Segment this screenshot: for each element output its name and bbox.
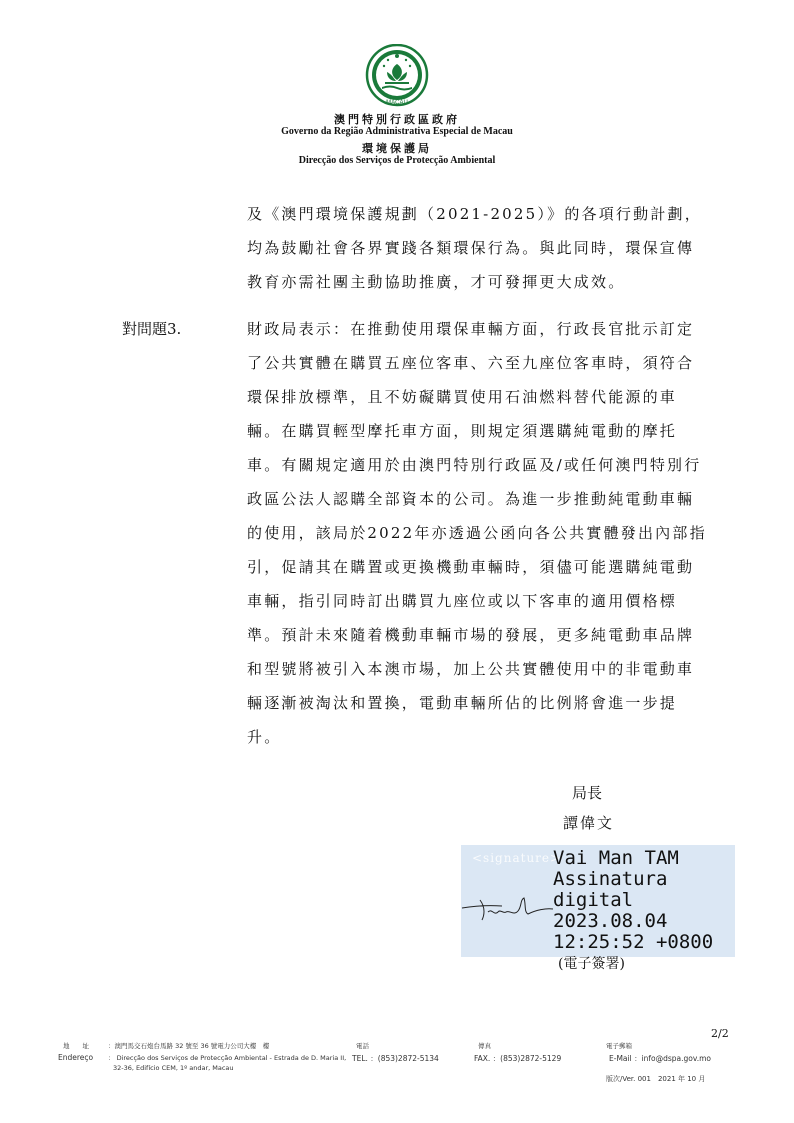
email-link[interactable]: E-Mail ：info@dspa.gov.mo <box>609 1054 712 1063</box>
address-pt-line2: 32-36, Edifício CEM, 1º andar, Macau <box>113 1064 234 1072</box>
text-line: 準。預計未來隨着機動車輛市場的發展，更多純電動車品牌 <box>247 626 695 644</box>
digital-signature-text: Vai Man TAM Assinatura digital 2023.08.04 12:25:52 +0800 <box>553 847 714 953</box>
text-line: 政區公法人認購全部資本的公司。為進一步推動純電動車輛 <box>247 490 695 508</box>
text-line: 的使用，該局於2022年亦透過公函向各公共實體發出內部指 <box>247 524 707 542</box>
dept-name-zh: 環境保護局 <box>362 143 432 155</box>
continuation-paragraph <box>247 197 740 299</box>
macau-emblem-icon <box>360 44 434 110</box>
text-line: 引，促請其在購置或更換機動車輛時，須儘可能選購純電動 <box>247 558 695 576</box>
email-label-zh: 電子郵箱 <box>606 1042 632 1050</box>
answer-paragraph <box>247 312 740 754</box>
version-info: 版次/Ver. 001 2021 年 10 月 <box>606 1075 706 1083</box>
signatory-title: 局長 <box>572 784 603 802</box>
text-line: 環保排放標準，且不妨礙購買使用石油燃料替代能源的車 <box>247 388 678 406</box>
address-pt-line1: ： Direcção dos Serviços de Protecção Ambiental - Estrada de D. Maria II, <box>108 1054 347 1062</box>
electronic-signature-label: (電子簽署) <box>558 956 625 972</box>
dept-name-pt: Direcção dos Serviços de Protecção Ambiental <box>298 155 496 166</box>
text-line: 了公共實體在購買五座位客車、六至九座位客車時，須符合 <box>247 354 695 372</box>
signature-watermark: <signature> <box>472 851 562 865</box>
text-line: 升。 <box>247 728 282 746</box>
question-label: 對問題3. <box>122 320 182 338</box>
address-label-zh: 地 址 <box>63 1042 89 1050</box>
text-line: 輛逐漸被淘汰和置換，電動車輛所佔的比例將會進一步提 <box>247 694 678 712</box>
org-name-pt: Governo da Região Administrativa Especial de Macau <box>281 126 513 137</box>
text-line: 教育亦需社團主動協助推廣，才可發揮更大成效。 <box>247 273 626 291</box>
signatory-name: 譚偉文 <box>563 814 615 832</box>
address-zh: ：澳門馬交石炮台馬路 32 號至 36 號電力公司大樓 樓 <box>108 1042 270 1050</box>
fax: FAX. ：(853)2872-5129 <box>474 1054 562 1063</box>
org-name-zh: 澳門特別行政區政府 <box>334 114 460 126</box>
text-line: 均為鼓勵社會各界實踐各類環保行為。與此同時，環保宣傳 <box>247 239 695 257</box>
svg-text:MACAU: MACAU <box>386 100 408 106</box>
text-line: 車。有關規定適用於由澳門特別行政區及/或任何澳門特別行 <box>247 456 702 474</box>
address-label-pt: Endereço <box>58 1053 94 1062</box>
handwritten-signature-icon <box>460 890 555 922</box>
text-line: 輛。在購買輕型摩托車方面，則規定須選購純電動的摩托 <box>247 422 678 440</box>
telephone: TEL. ：(853)2872-5134 <box>352 1054 439 1063</box>
page-number: 2/2 <box>711 1027 729 1040</box>
text-line: 和型號將被引入本澳市場，加上公共實體使用中的非電動車 <box>247 660 695 678</box>
tel-label-zh: 電話 <box>356 1042 369 1050</box>
text-line: 財政局表示：在推動使用環保車輛方面，行政長官批示訂定 <box>247 320 695 338</box>
fax-label-zh: 傳真 <box>478 1042 491 1050</box>
text-line: 及《澳門環境保護規劃（2021-2025）》的各項行動計劃， <box>247 205 702 223</box>
text-line: 車輛，指引同時訂出購買九座位或以下客車的適用價格標 <box>247 592 678 610</box>
